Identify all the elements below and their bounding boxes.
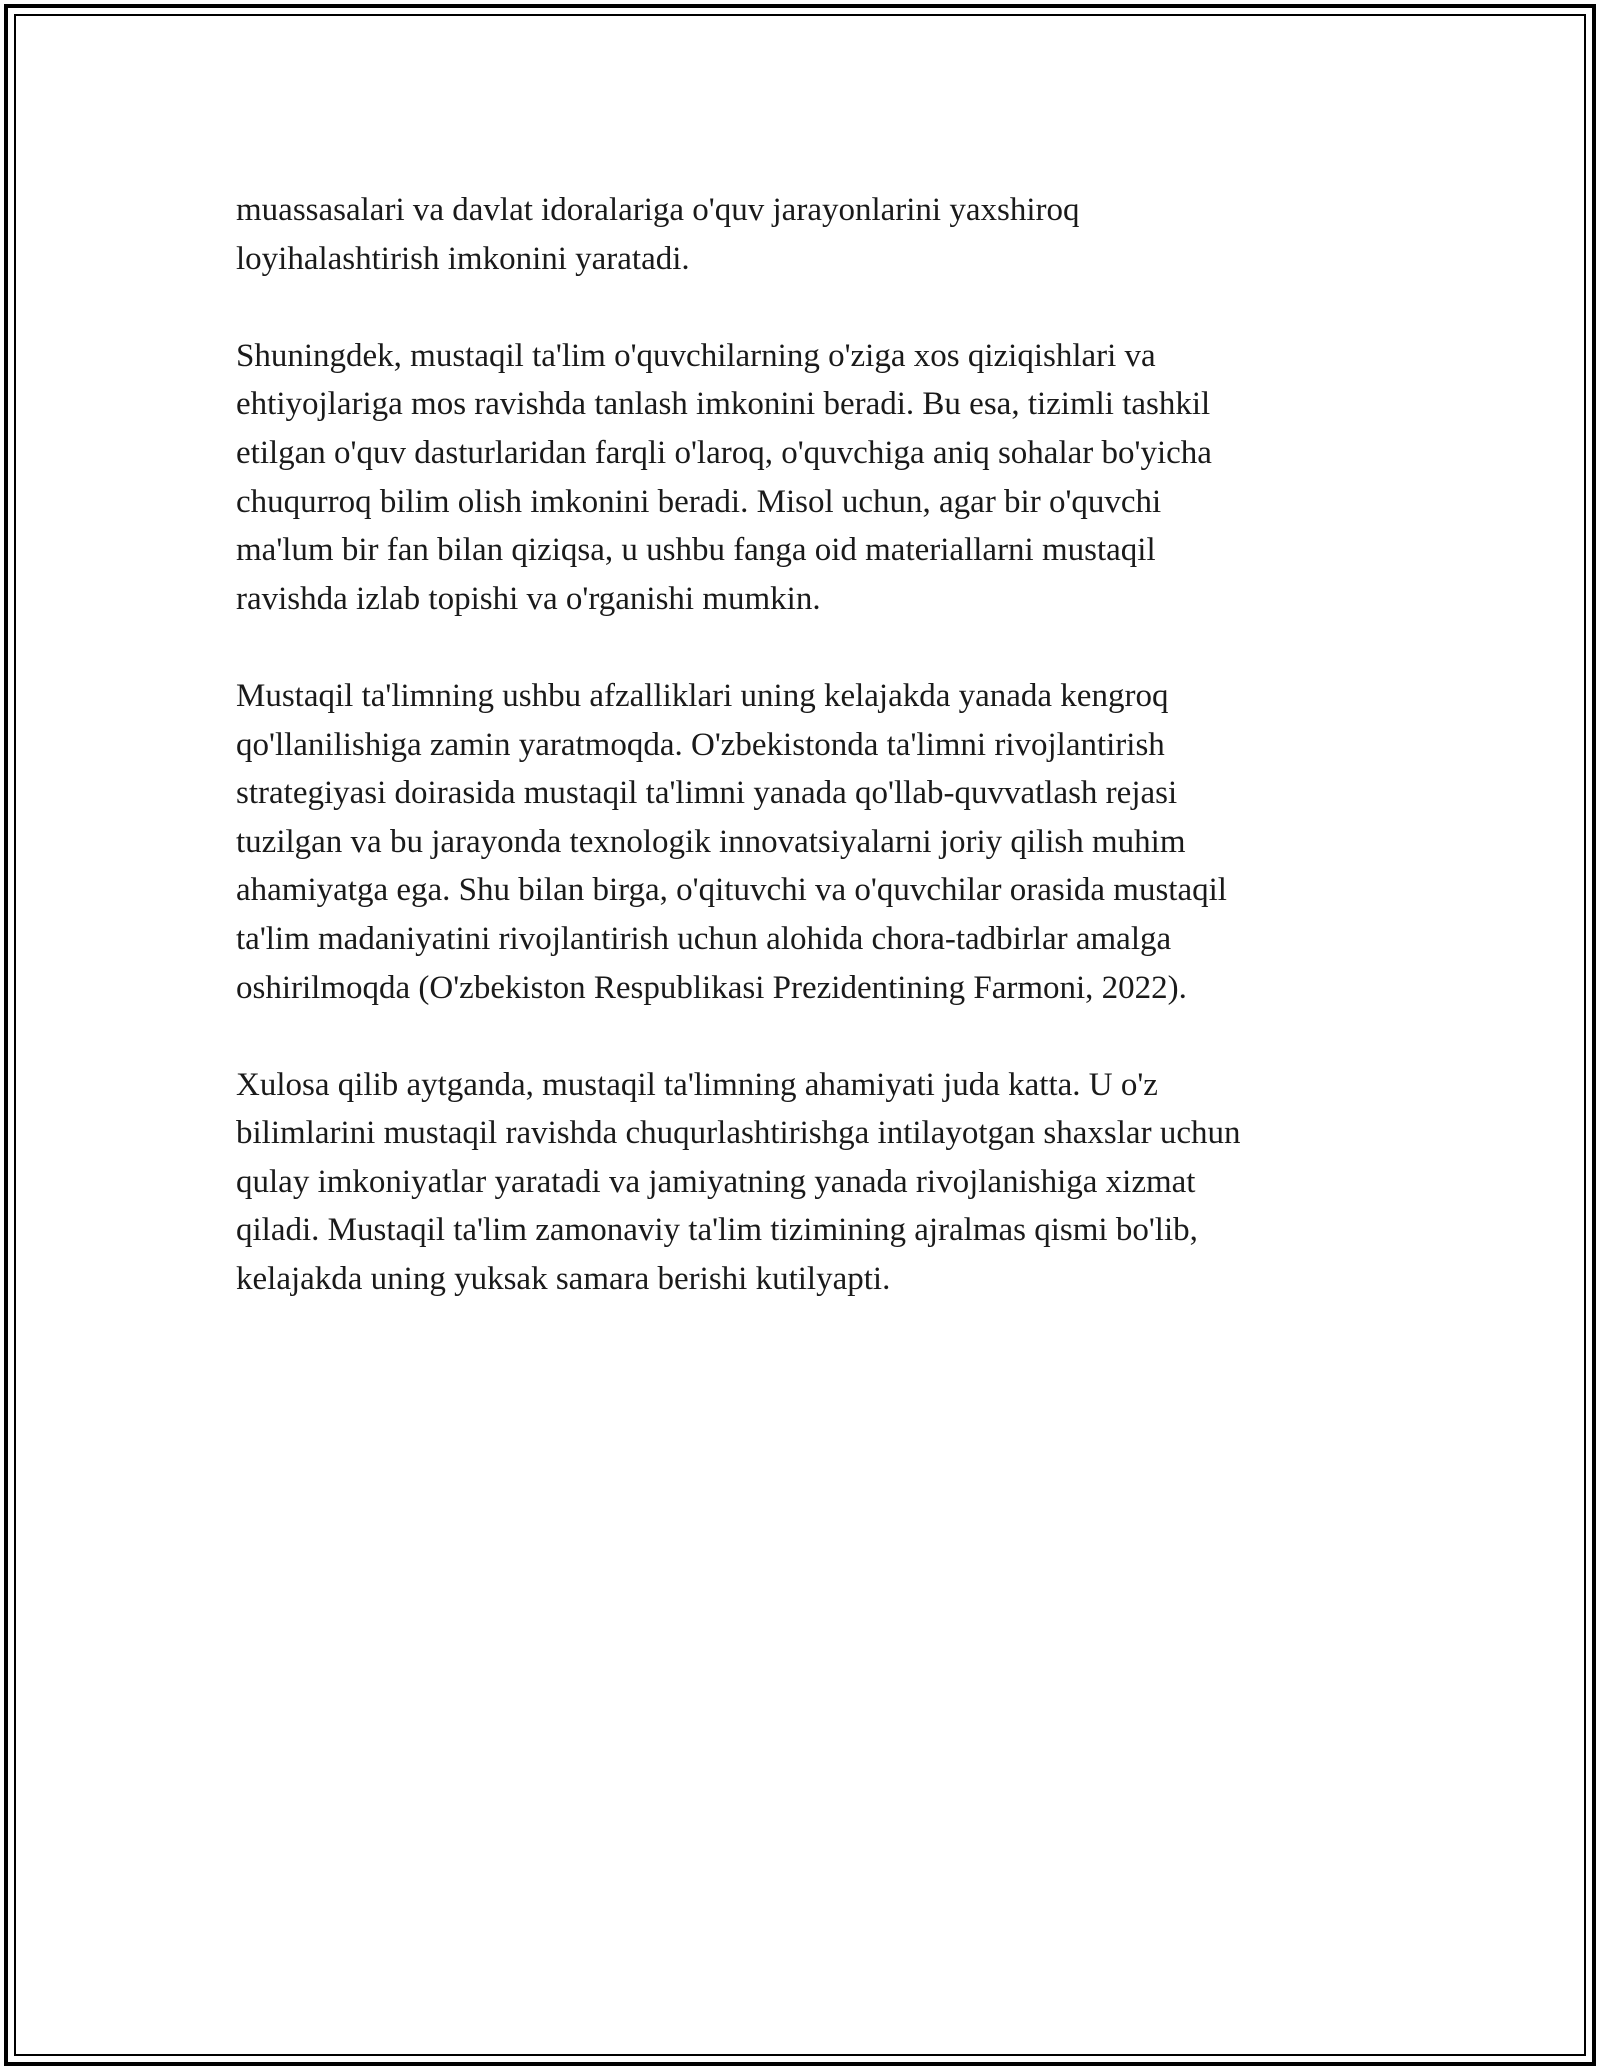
document-body [236,186,1366,1352]
text-line: chuqurroq bilim olish imkonini beradi. Misol uchun, agar bir o'quvchi [236,483,1162,520]
text-line: qiladi. Mustaqil ta'lim zamonaviy ta'lim tizimining ajralmas qismi bo'lib, [236,1212,1198,1249]
paragraph-3 [236,672,1366,1012]
text-line: oshirilmoqda (O'zbekiston Respublikasi Prezidentining Farmoni, 2022). [236,969,1187,1006]
paragraph-2 [236,332,1366,624]
text-line: ravishda izlab topishi va o'rganishi mumkin. [236,580,821,617]
text-line: ahamiyatga ega. Shu bilan birga, o'qituvchi va o'quvchilar orasida mustaqil [236,872,1227,909]
paragraph-4 [236,1061,1366,1304]
text-line: loyihalashtirish imkonini yaratadi. [236,240,690,277]
text-line: ta'lim madaniyatini rivojlantirish uchun alohida chora-tadbirlar amalga [236,920,1172,957]
text-line: Mustaqil ta'limning ushbu afzalliklari uning kelajakda yanada kengroq [236,677,1169,714]
text-line: strategiyasi doirasida mustaqil ta'limni yanada qo'llab-quvvatlash rejasi [236,775,1178,812]
text-line: ehtiyojlariga mos ravishda tanlash imkonini beradi. Bu esa, tizimli tashkil [236,386,1211,423]
text-line: bilimlarini mustaqil ravishda chuqurlashtirishga intilayotgan shaxslar uchun [236,1115,1241,1152]
text-line: muassasalari va davlat idoralariga o'quv jarayonlarini yaxshiroq [236,192,1080,228]
text-line: ma'lum bir fan bilan qiziqsa, u ushbu fanga oid materiallarni mustaqil [236,532,1156,569]
text-line: etilgan o'quv dasturlaridan farqli o'laroq, o'quvchiga aniq sohalar bo'yicha [236,434,1212,471]
text-line: Xulosa qilib aytganda, mustaqil ta'limning ahamiyati juda katta. U o'z [236,1066,1158,1103]
text-line: qo'llanilishiga zamin yaratmoqda. O'zbekistonda ta'limni rivojlantirish [236,726,1165,763]
text-line: qulay imkoniyatlar yaratadi va jamiyatning yanada rivojlanishiga xizmat [236,1163,1196,1200]
text-line: kelajakda uning yuksak samara berishi kutilyapti. [236,1261,891,1298]
paragraph-1 [236,186,1366,283]
text-line: Shuningdek, mustaqil ta'lim o'quvchilarning o'ziga xos qiziqishlari va [236,337,1156,374]
text-line: tuzilgan va bu jarayonda texnologik innovatsiyalarni joriy qilish muhim [236,823,1186,860]
